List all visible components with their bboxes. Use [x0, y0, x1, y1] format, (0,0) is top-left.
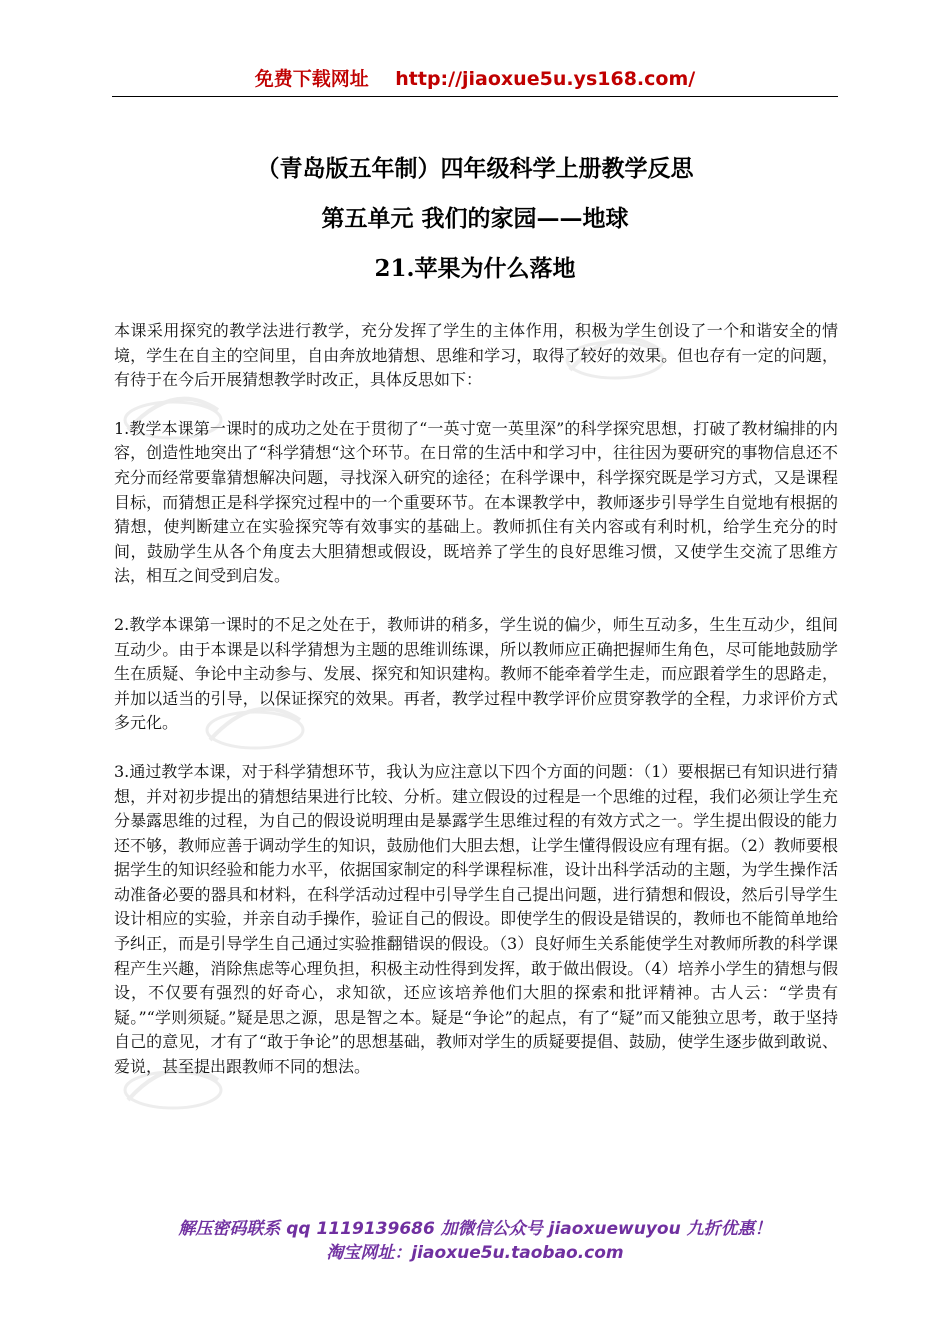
footer [0, 1217, 950, 1265]
intro-paragraph: 本课采用探究的教学法进行教学，充分发挥了学生的主体作用，积极为学生创设了一个和谐安全的情境，学生在自主的空间里，自由奔放地猜想、思维和学习，取得了较好的效果。但也存有一定的问题，有待于在今后开展猜想教学时改正，具体反思如下： [114, 321, 838, 390]
paragraph-2: 2.教学本课第一课时的不足之处在于，教师讲的稍多，学生说的偏少，师生互动多，生生互动少，组间互动少。由于本课是以科学猜想为主题的思维训练课，所以教师应正确把握师生角色，尽可能地鼓励学生在质疑、争论中主动参与、发展、探究和知识建构。教师不能牵着学生走，而应跟着学生的思路走，并加以适当的引导，以保证探究的效果。再者，教学过程中教学评价应贯穿教学的全程，力求评价方式多元化。 [114, 614, 838, 733]
header-divider [112, 96, 838, 97]
paragraph-1: 1.教学本课第一课时的成功之处在于贯彻了“一英寸宽一英里深”的科学探究思想，打破了教材编排的内容，创造性地突出了“科学猜想“这个环节。在日常的生活中和学习中，往往因为要研究的事物信息还不充分而经常要靠猜想解决问题，寻找深入研究的途径；在科学课中，科学探究既是学习方式，又是课程目标，而猜想正是科学探究过程中的一个重要环节。在本课教学中，教师逐步引导学生自觉地有根据的猜想，使判断建立在实验探究等有效事实的基础上。教师抓住有关内容或有利时机，给学生充分的时间，鼓励学生从各个角度去大胆猜想或假设，既培养了学生的良好思维习惯，又使学生交流了思维方法，相互之间受到启发。 [114, 418, 838, 586]
header-link[interactable]: 免费下载网址 http://jiaoxue5u.ys168.com/ [254, 68, 696, 90]
footer-taobao-link[interactable]: 淘宝网址：jiaoxue5u.taobao.com [326, 1243, 624, 1263]
lesson-title: 21.苹果为什么落地 [374, 255, 576, 282]
unit-title: 第五单元 我们的家园——地球 [321, 205, 629, 232]
body-text [114, 319, 838, 1104]
footer-contact: 解压密码联系 qq 1119139686 加微信公众号 jiaoxuewuyou 九折优惠！ [178, 1219, 772, 1239]
document-title: （青岛版五年制）四年级科学上册教学反思 [256, 155, 694, 182]
title-block [112, 154, 838, 304]
paragraph-3: 3.通过教学本课，对于科学猜想环节，我认为应注意以下四个方面的问题：（1）要根据已有知识进行猜想，并对初步提出的猜想结果进行比较、分析。建立假设的过程是一个思维的过程，我们必须让学生充分暴露思维的过程，为自己的假设说明理由是暴露学生思维过程的有效方式之一。学生提出假设的能力还不够，教师应善于调动学生的知识，鼓励他们大胆去想，让学生懂得假设应有理有据。（2）教师要根据学生的知识经验和能力水平，依据国家制定的科学课程标准，设计出科学活动的主题，为学生操作活动准备必要的器具和材料，在科学活动过程中引导学生自己提出问题，进行猜想和假设，然后引导学生设计相应的实验，并亲自动手操作，验证自己的假设。即使学生的假设是错误的，教师也不能简单地给予纠正，而是引导学生自己通过实验推翻错误的假设。（3）良好师生关系能使学生对教师所教的科学课程产生兴趣，消除焦虑等心理负担，积极主动性得到发挥，敢于做出假设。（4）培养小学生的猜想与假设，不仅要有强烈的好奇心，求知欲，还应该培养他们大胆的探索和批评精神。古人云：“学贵有疑。”“学则须疑。”疑是思之源，思是智之本。疑是“争论”的起点，有了“疑”而又能独立思考，敢于坚持自己的意见，才有了“敢于争论”的思想基础，教师对学生的质疑要提倡、鼓励，使学生逐步做到敢说、爱说，甚至提出跟教师不同的想法。 [114, 761, 838, 1077]
